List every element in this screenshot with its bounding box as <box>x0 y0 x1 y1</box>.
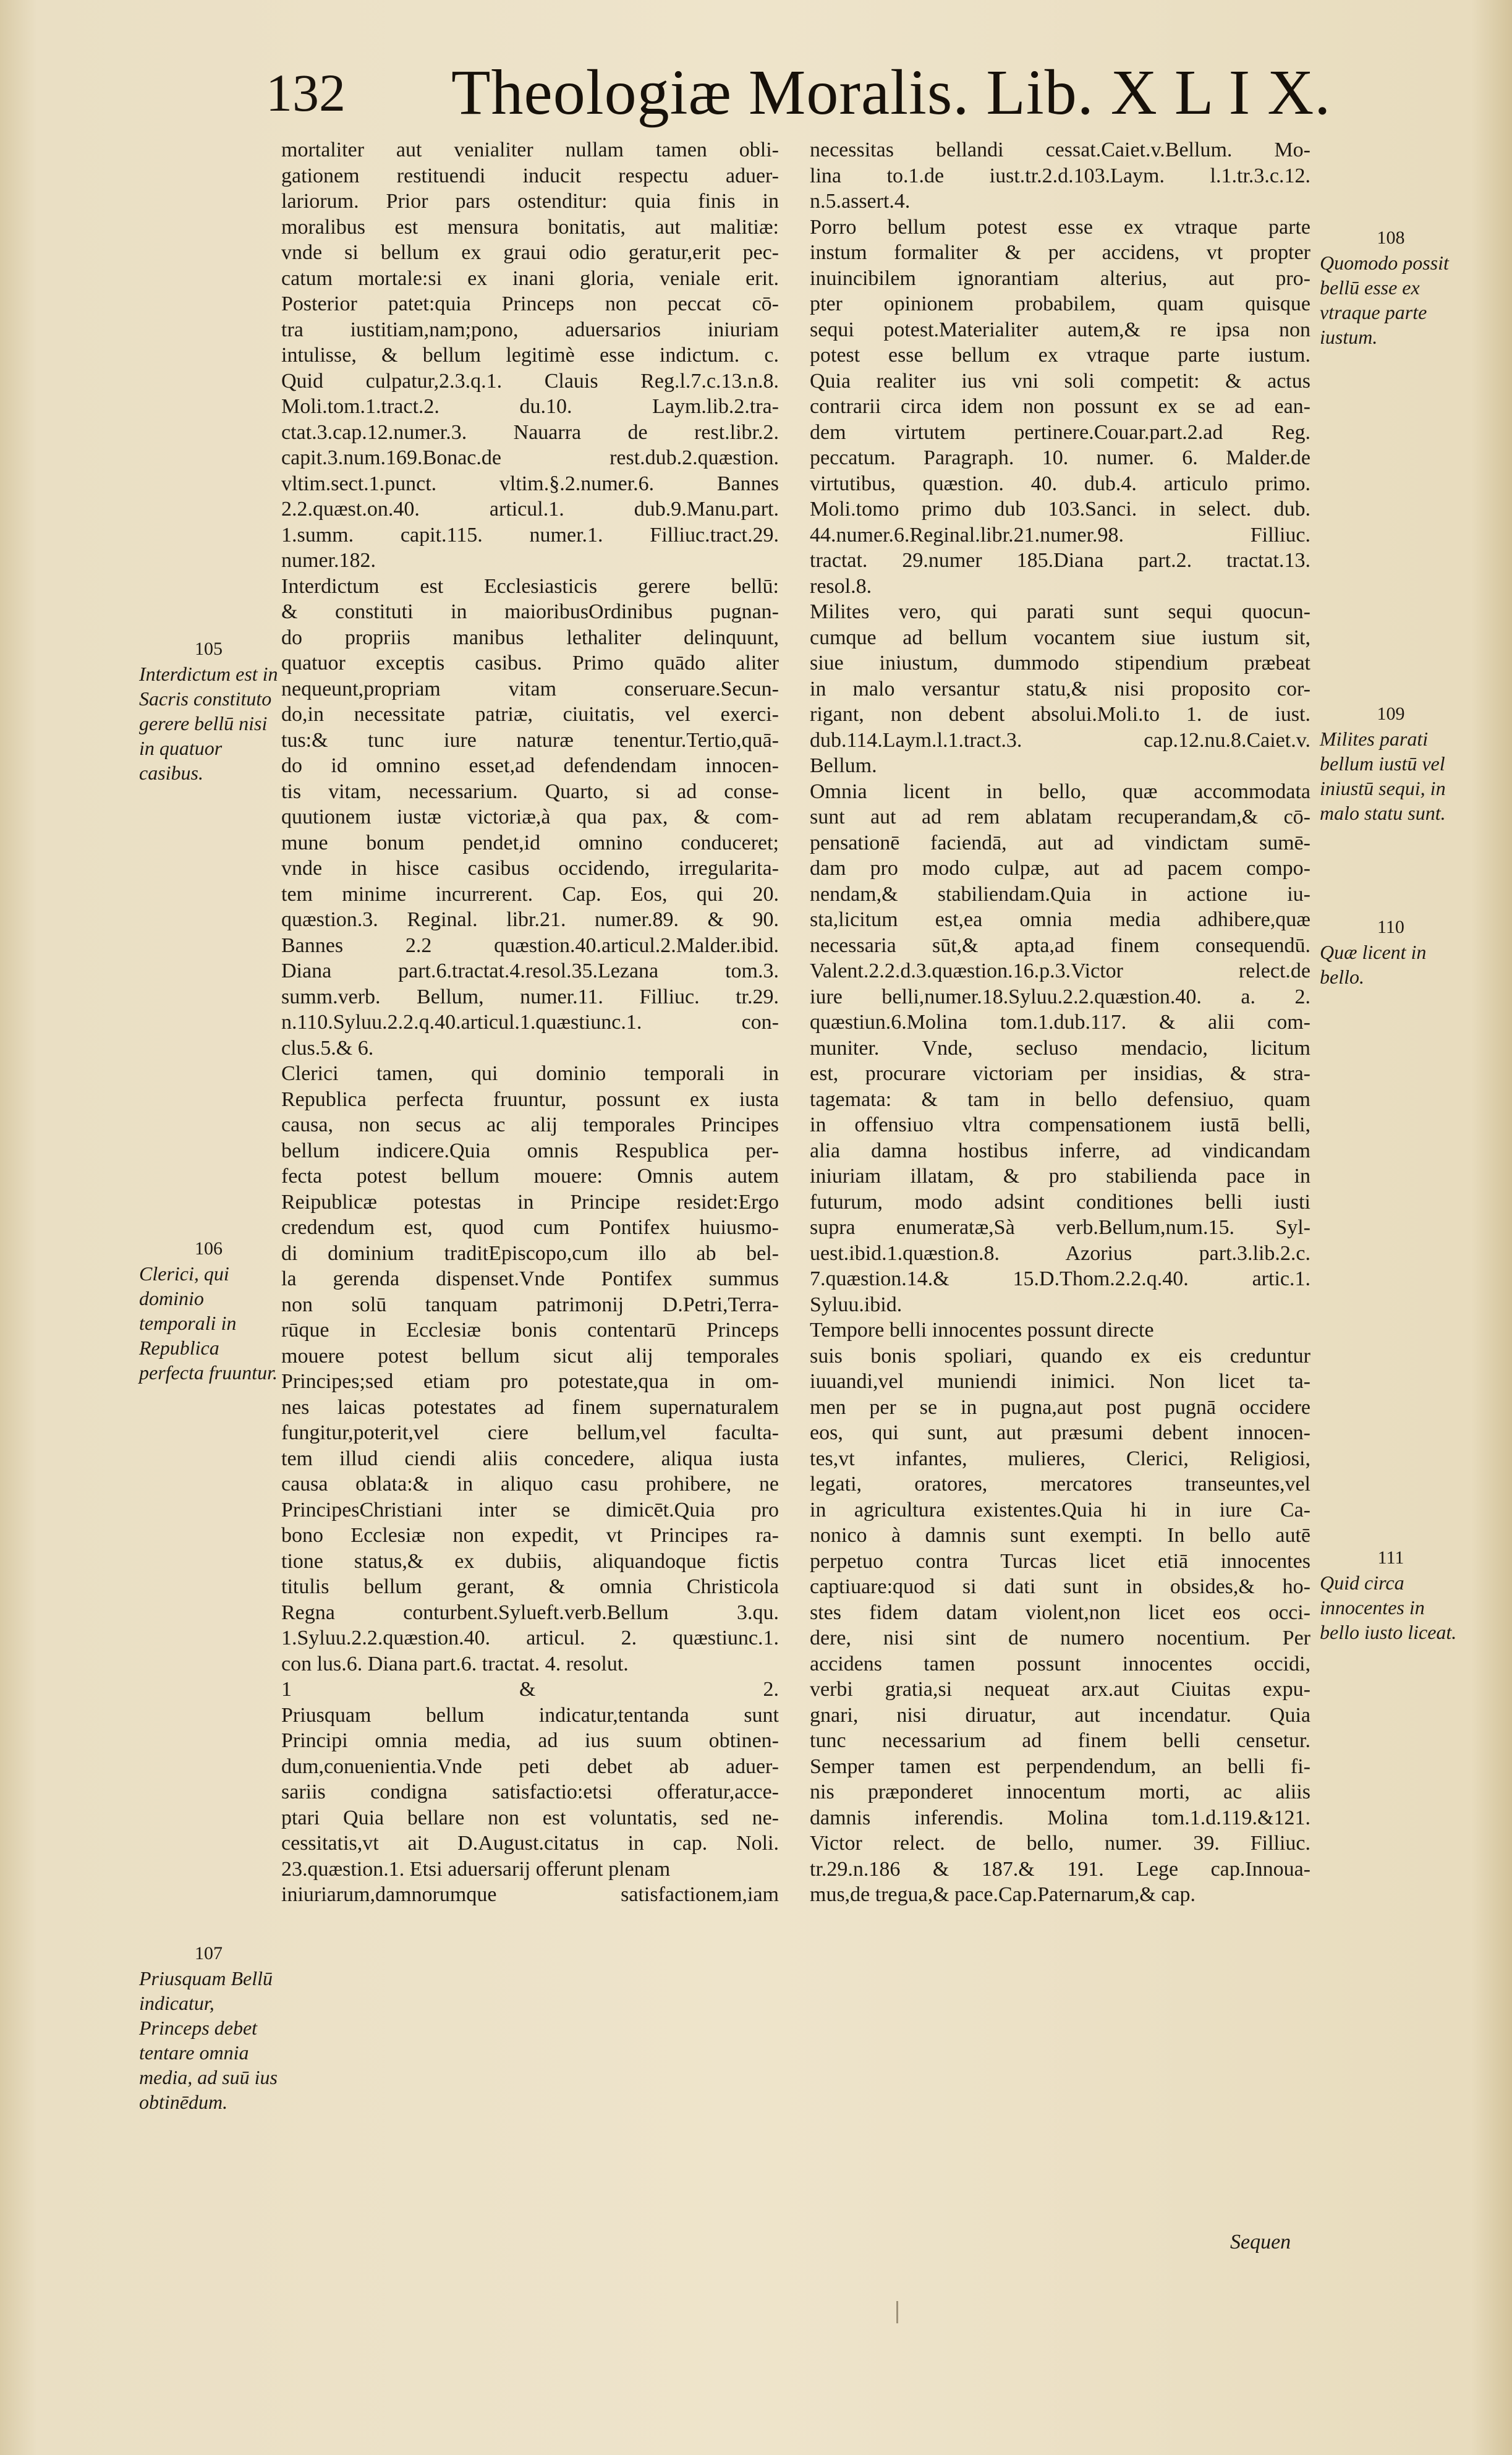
text-line: mouere potest bellum sicut alij temporales <box>281 1344 779 1368</box>
text-line: summ.verb. Bellum, numer.11. Filliuc. tr.29. <box>281 985 779 1008</box>
text-line: credendum est, quod cum Pontifex huiusmo- <box>281 1216 779 1239</box>
text-line: tr.29.n.186 & 187.& 191. Lege cap.Innoua- <box>810 1857 1310 1881</box>
text-line: Republica perfecta fruuntur, possunt ex iusta <box>281 1087 779 1111</box>
text-line: necessaria sūt,& apta,ad finem consequendū. <box>810 934 1310 957</box>
text-line: gationem restituendi inducit respectu aduer- <box>281 164 779 187</box>
text-line: tunc necessarium ad finem belli censetur. <box>810 1729 1310 1752</box>
text-line: lina to.1.de iust.tr.2.d.103.Laym. l.1.tr.3.c.12. <box>810 164 1310 187</box>
text-line: do,in necessitate patriæ, ciuitatis, vel exerci- <box>281 703 779 726</box>
text-line: potest esse bellum ex vtraque parte iustum. <box>810 344 1310 367</box>
text-line: iure belli,numer.18.Syluu.2.2.quæstion.40. a. 2. <box>810 985 1310 1008</box>
text-line: vnde si bellum ex graui odio geratur,erit pec- <box>281 241 779 264</box>
text-line: tractat. 29.numer 185.Diana part.2. tractat.13. <box>810 549 1310 572</box>
text-line: Milites vero, qui parati sunt sequi quocun- <box>810 600 1310 623</box>
text-line: 1.Syluu.2.2.quæstion.40. articul. 2. quæstiunc.1. <box>281 1627 779 1649</box>
text-line: Clerici tamen, qui dominio temporali in <box>281 1062 779 1085</box>
text-line: nequeunt,propriam vitam conseruare.Secun- <box>281 677 779 700</box>
margin-note-text: Interdictum est in Sacris constituto gerere bellū nisi in quatuor casibus. <box>139 663 278 784</box>
text-line: do propriis manibus lethaliter delinquunt, <box>281 626 779 649</box>
text-line: vnde in hisce casibus occidendo, irregularita- <box>281 857 779 880</box>
text-line: Moli.tomo primo dub 103.Sanci. in select. dub. <box>810 498 1310 521</box>
catchword: Sequen <box>1230 2231 1291 2253</box>
text-line: siue iniustum, dummodo stipendium præbeat <box>810 652 1310 674</box>
text-line: fungitur,poterit,vel ciere bellum,vel faculta- <box>281 1421 779 1444</box>
text-line: quatuor exceptis casibus. Primo quādo aliter <box>281 652 779 674</box>
text-line: 23.quæstion.1. Etsi aduersarij offerunt plenam <box>281 1857 671 1881</box>
text-line: nonico à damnis sunt exempti. In bello autē <box>810 1524 1310 1547</box>
text-line: catum mortale:si ex inani gloria, veniale erit. <box>281 266 779 290</box>
text-line: Moli.tom.1.tract.2. du.10. Laym.lib.2.tra- <box>281 395 779 418</box>
margin-note-105 <box>139 637 278 785</box>
text-line: nis præponderet innocentum morti, ac aliis <box>810 1781 1310 1803</box>
text-line: tione status,& ex dubiis, aliquandoque fictis <box>281 1549 779 1573</box>
text-line: in agricultura existentes.Quia hi in iure Ca- <box>810 1498 1310 1521</box>
text-line: capit.3.num.169.Bonac.de rest.dub.2.quæstion. <box>281 446 779 469</box>
text-line: virtutibus, quæstion. 40. dub.4. articulo primo. <box>810 472 1310 495</box>
text-line: Valent.2.2.d.3.quæstion.16.p.3.Victor relect.de <box>810 959 1310 982</box>
margin-note-number: 108 <box>1377 228 1405 248</box>
text-line: dem virtutem pertinere.Couar.part.2.ad Reg. <box>810 420 1310 444</box>
margin-note-number: 110 <box>1377 917 1404 937</box>
text-line: perpetuo contra Turcas licet etiā innocentes <box>810 1549 1310 1573</box>
margin-note-text: Priusquam Bellū indicatur, Princeps debet tentare omnia media, ad suū ius obtinēdum. <box>139 1967 278 2113</box>
running-title: Theologiæ Moralis. Lib. X L I X. <box>451 57 1331 128</box>
text-line: Principes;sed etiam pro potestate,qua in om- <box>281 1370 779 1393</box>
text-line: do id omnino esset,ad defendendam innocen- <box>281 754 779 777</box>
text-line: Victor relect. de bello, numer. 39. Filliuc. <box>810 1832 1310 1855</box>
margin-note-text: Quid circa innocentes in bello iusto liceat. <box>1320 1572 1457 1643</box>
text-line: pter opinionem probabilem, quam quisque <box>810 292 1310 315</box>
text-line: tem illud ciendi aliis concedere, aliqua iusta <box>281 1447 779 1470</box>
text-line: bono Ecclesiæ non expedit, vt Principes ra- <box>281 1524 779 1547</box>
margin-note-number: 109 <box>1377 704 1405 724</box>
text-line: Bellum. <box>810 754 877 777</box>
text-line: sta,licitum est,ea omnia media adhibere,quæ <box>810 908 1310 931</box>
text-line: bellum indicere.Quia omnis Respublica per- <box>281 1139 779 1162</box>
text-line: intulisse, & bellum legitimè esse indictum. c. <box>281 344 779 367</box>
page-header <box>266 37 1331 128</box>
text-line: Diana part.6.tractat.4.resol.35.Lezana tom.3. <box>281 959 779 982</box>
margin-note-text: Milites parati bellum iustū vel iniustū sequi, in malo statu sunt. <box>1320 728 1446 824</box>
text-line: di dominium traditEpiscopo,cum illo ab bel- <box>281 1241 779 1265</box>
text-line: rigant, non debent absolui.Moli.to 1. de iust. <box>810 703 1310 726</box>
text-line: supra enumeratæ,Sà verb.Bellum,num.15. Syl- <box>810 1216 1310 1239</box>
text-line: causa oblata:& in aliquo casu prohibere, ne <box>281 1473 779 1496</box>
text-line: Porro bellum potest esse ex vtraque parte <box>810 215 1310 239</box>
text-line: inuincibilem ignorantiam alterius, aut pro- <box>810 266 1310 290</box>
margin-note-106 <box>139 1236 278 1385</box>
text-line: tem minime incurrerent. Cap. Eos, qui 20. <box>281 882 779 906</box>
text-line: la gerenda dispenset.Vnde Pontifex summus <box>281 1267 779 1290</box>
margin-note-text: Quomodo possit bellū esse ex vtraque parte iustum. <box>1320 252 1449 348</box>
text-line: contrarii circa idem non possunt ex se ad ean- <box>810 395 1310 418</box>
margin-note-number: 111 <box>1377 1547 1404 1568</box>
text-line: fecta potest bellum mouere: Omnis autem <box>281 1165 779 1188</box>
text-line: sariis condigna satisfactio:etsi offeratur,acce- <box>281 1781 779 1803</box>
text-line: quæstion.3. Reginal. libr.21. numer.89. & 90. <box>281 908 779 931</box>
text-line: Priusquam bellum indicatur,tentanda sunt <box>281 1703 779 1727</box>
margin-note-109 <box>1320 702 1462 825</box>
text-line: iuuandi,vel muniendi inimici. Non licet ta- <box>810 1370 1310 1393</box>
text-line: legati, oratores, mercatores transeuntes,vel <box>810 1473 1310 1496</box>
text-line: Principi omnia media, ad ius suum obtinen- <box>281 1729 779 1752</box>
text-line: vltim.sect.1.punct. vltim.§.2.numer.6. Bannes <box>281 472 779 495</box>
text-line: non solū tanquam patrimonij D.Petri,Terra- <box>281 1293 779 1316</box>
margin-note-number: 106 <box>195 1238 223 1259</box>
text-line: resol.8. <box>810 574 872 598</box>
text-line: numer.182. <box>281 549 376 572</box>
text-line: PrincipesChristiani inter se dimicēt.Quia pro <box>281 1498 779 1521</box>
text-line: suis bonis spoliari, quando ex eis creduntur <box>810 1344 1310 1368</box>
text-line: tes,vt infantes, mulieres, Clerici, Religiosi, <box>810 1447 1310 1470</box>
text-line: titulis bellum gerant, & omnia Christicola <box>281 1575 779 1598</box>
text-line: dere, nisi sint de numero nocentium. Per <box>810 1627 1310 1649</box>
text-line: mune bonum pendet,id omnino conduceret; <box>281 831 779 854</box>
text-line: peccatum. Paragraph. 10. numer. 6. Malder.de <box>810 446 1310 469</box>
text-line: damnis inferendis. Molina tom.1.d.119.&121. <box>810 1806 1310 1829</box>
text-line: verbi gratia,si nequeat arx.aut Ciuitas expu- <box>810 1678 1310 1701</box>
text-line: dub.114.Laym.l.1.tract.3. cap.12.nu.8.Caiet.v. <box>810 728 1310 752</box>
text-line: Syluu.ibid. <box>810 1293 903 1316</box>
text-line: & constituti in maioribusOrdinibus pugnan- <box>281 600 779 623</box>
margin-note-108 <box>1320 226 1462 349</box>
margin-note-110 <box>1320 915 1462 989</box>
text-line: Tempore belli innocentes possunt directe <box>810 1319 1154 1342</box>
margin-note-number: 105 <box>195 639 223 659</box>
text-line: 44.numer.6.Reginal.libr.21.numer.98. Filliuc. <box>810 523 1310 547</box>
text-line: est, procurare victoriam per insidias, & stra- <box>810 1062 1310 1085</box>
text-line: necessitas bellandi cessat.Caiet.v.Bellum. Mo- <box>810 138 1310 161</box>
text-line: nes laicas potestates ad finem supernaturalem <box>281 1395 779 1419</box>
text-line: futurum, modo adsint conditiones belli iusti <box>810 1190 1310 1214</box>
text-line: n.5.assert.4. <box>810 190 911 213</box>
right-text-column <box>810 137 1310 1908</box>
text-line: Regna conturbent.Sylueft.verb.Bellum 3.qu. <box>281 1601 779 1624</box>
text-line: con lus.6. Diana part.6. tractat. 4. resolut. <box>281 1652 629 1675</box>
text-line: sequi potest.Materialiter autem,& re ipsa non <box>810 318 1310 341</box>
margin-note-number: 107 <box>195 1943 223 1964</box>
text-line: Quid culpatur,2.3.q.1. Clauis Reg.l.7.c.13.n.8. <box>281 369 779 393</box>
text-line: ctat.3.cap.12.numer.3. Nauarra de rest.libr.2. <box>281 420 779 444</box>
text-line: cumque ad bellum vocantem siue iustum sit, <box>810 626 1310 649</box>
text-line: stes fidem datam violent,non licet eos occi- <box>810 1601 1310 1624</box>
text-line: nendam,& stabiliendam.Quia in actione iu- <box>810 882 1310 906</box>
text-line: mortaliter aut venialiter nullam tamen obli- <box>281 138 779 161</box>
text-line: accidens tamen possunt innocentes occidi, <box>810 1652 1310 1675</box>
text-line: cessitatis,vt ait D.August.citatus in cap. Noli. <box>281 1832 779 1855</box>
text-line: Posterior patet:quia Princeps non peccat cō- <box>281 292 779 315</box>
text-line: eos, qui sunt, aut præsumi debent innocen- <box>810 1421 1310 1444</box>
text-line: 7.quæstion.14.& 15.D.Thom.2.2.q.40. artic.1. <box>810 1267 1310 1290</box>
left-text-column <box>281 137 779 1908</box>
text-line: captiuare:quod si dati sunt in obsides,& ho- <box>810 1575 1310 1598</box>
text-line: lariorum. Prior pars ostenditur: quia finis in <box>281 190 779 213</box>
text-line: pensationē faciendā, aut ad vindictam sumē- <box>810 831 1310 854</box>
text-line: dum,conuenientia.Vnde peti debet ab aduer- <box>281 1755 779 1778</box>
text-line: moralibus est mensura bonitatis, aut malitiæ: <box>281 215 779 239</box>
text-line: gnari, nisi diruatur, aut incendatur. Quia <box>810 1703 1310 1727</box>
text-line: causa, non secus ac alij temporales Principes <box>281 1113 779 1136</box>
text-line: in offensiuo vltra compensationem iustā belli, <box>810 1113 1310 1136</box>
text-line: tus:& tunc iure naturæ tenentur.Tertio,quā- <box>281 728 779 752</box>
text-line: clus.5.& 6. <box>281 1036 374 1060</box>
text-line: mus,de tregua,& pace.Cap.Paternarum,& cap. <box>810 1883 1196 1906</box>
text-line: Quia realiter ius vni soli competit: & actus <box>810 369 1310 393</box>
text-line: iniuriarum,damnorumque satisfactionem,iam <box>281 1883 779 1906</box>
text-line: iniuriam illatam, & pro stabilienda pace in <box>810 1165 1310 1188</box>
text-line: tagemata: & tam in bello defensiuo, quam <box>810 1087 1310 1111</box>
text-line: n.110.Syluu.2.2.q.40.articul.1.quæstiunc.1. con- <box>281 1011 779 1034</box>
text-line: tra iustitiam,nam;pono, aduersarios iniuriam <box>281 318 779 341</box>
margin-note-111 <box>1320 1546 1462 1644</box>
text-line: tis vitam, necessarium. Quarto, si ad conse- <box>281 780 779 803</box>
text-line: 1 & 2. <box>281 1678 779 1701</box>
text-line: quæstiun.6.Molina tom.1.dub.117. & alii com- <box>810 1011 1310 1034</box>
text-line: dam pro modo culpæ, aut ad pacem compo- <box>810 857 1310 880</box>
text-line: Semper tamen est perpendendum, an belli fi- <box>810 1755 1310 1778</box>
text-line: alia damna hostibus inferre, ad vindicandam <box>810 1139 1310 1162</box>
text-line: Interdictum est Ecclesiasticis gerere bellū: <box>281 574 779 598</box>
printer-mark <box>896 2301 898 2323</box>
text-line: quutionem iustæ victoriæ,à qua pax, & com- <box>281 806 779 828</box>
text-line: Reipublicæ potestas in Principe residet:Ergo <box>281 1190 779 1214</box>
text-line: muniter. Vnde, secluso mendacio, licitum <box>810 1036 1310 1060</box>
text-line: sunt aut ad rem ablatam recuperandam,& cō- <box>810 806 1310 828</box>
text-line: 2.2.quæst.on.40. articul.1. dub.9.Manu.part. <box>281 498 779 521</box>
text-line: instum formaliter & per accidens, vt propter <box>810 241 1310 264</box>
text-line: rūque in Ecclesiæ bonis contentarū Princeps <box>281 1319 779 1342</box>
text-line: Omnia licent in bello, quæ accommodata <box>810 780 1310 803</box>
text-line: ptari Quia bellare non est voluntatis, sed ne- <box>281 1806 779 1829</box>
margin-note-text: Clerici, qui dominio temporali in Republica perfecta fruuntur. <box>139 1262 278 1384</box>
text-line: uest.ibid.1.quæstion.8. Azorius part.3.lib.2.c. <box>810 1241 1310 1265</box>
margin-note-text: Quæ licent in bello. <box>1320 941 1427 988</box>
page-number: 132 <box>266 63 346 122</box>
text-line: 1.summ. capit.115. numer.1. Filliuc.tract.29. <box>281 523 779 547</box>
text-line: Bannes 2.2 quæstion.40.articul.2.Malder.ibid. <box>281 934 779 957</box>
margin-note-107 <box>139 1941 278 2114</box>
text-line: men per se in pugna,aut post pugnā occidere <box>810 1395 1310 1419</box>
text-line: in malo versantur statu,& nisi proposito cor- <box>810 677 1310 700</box>
